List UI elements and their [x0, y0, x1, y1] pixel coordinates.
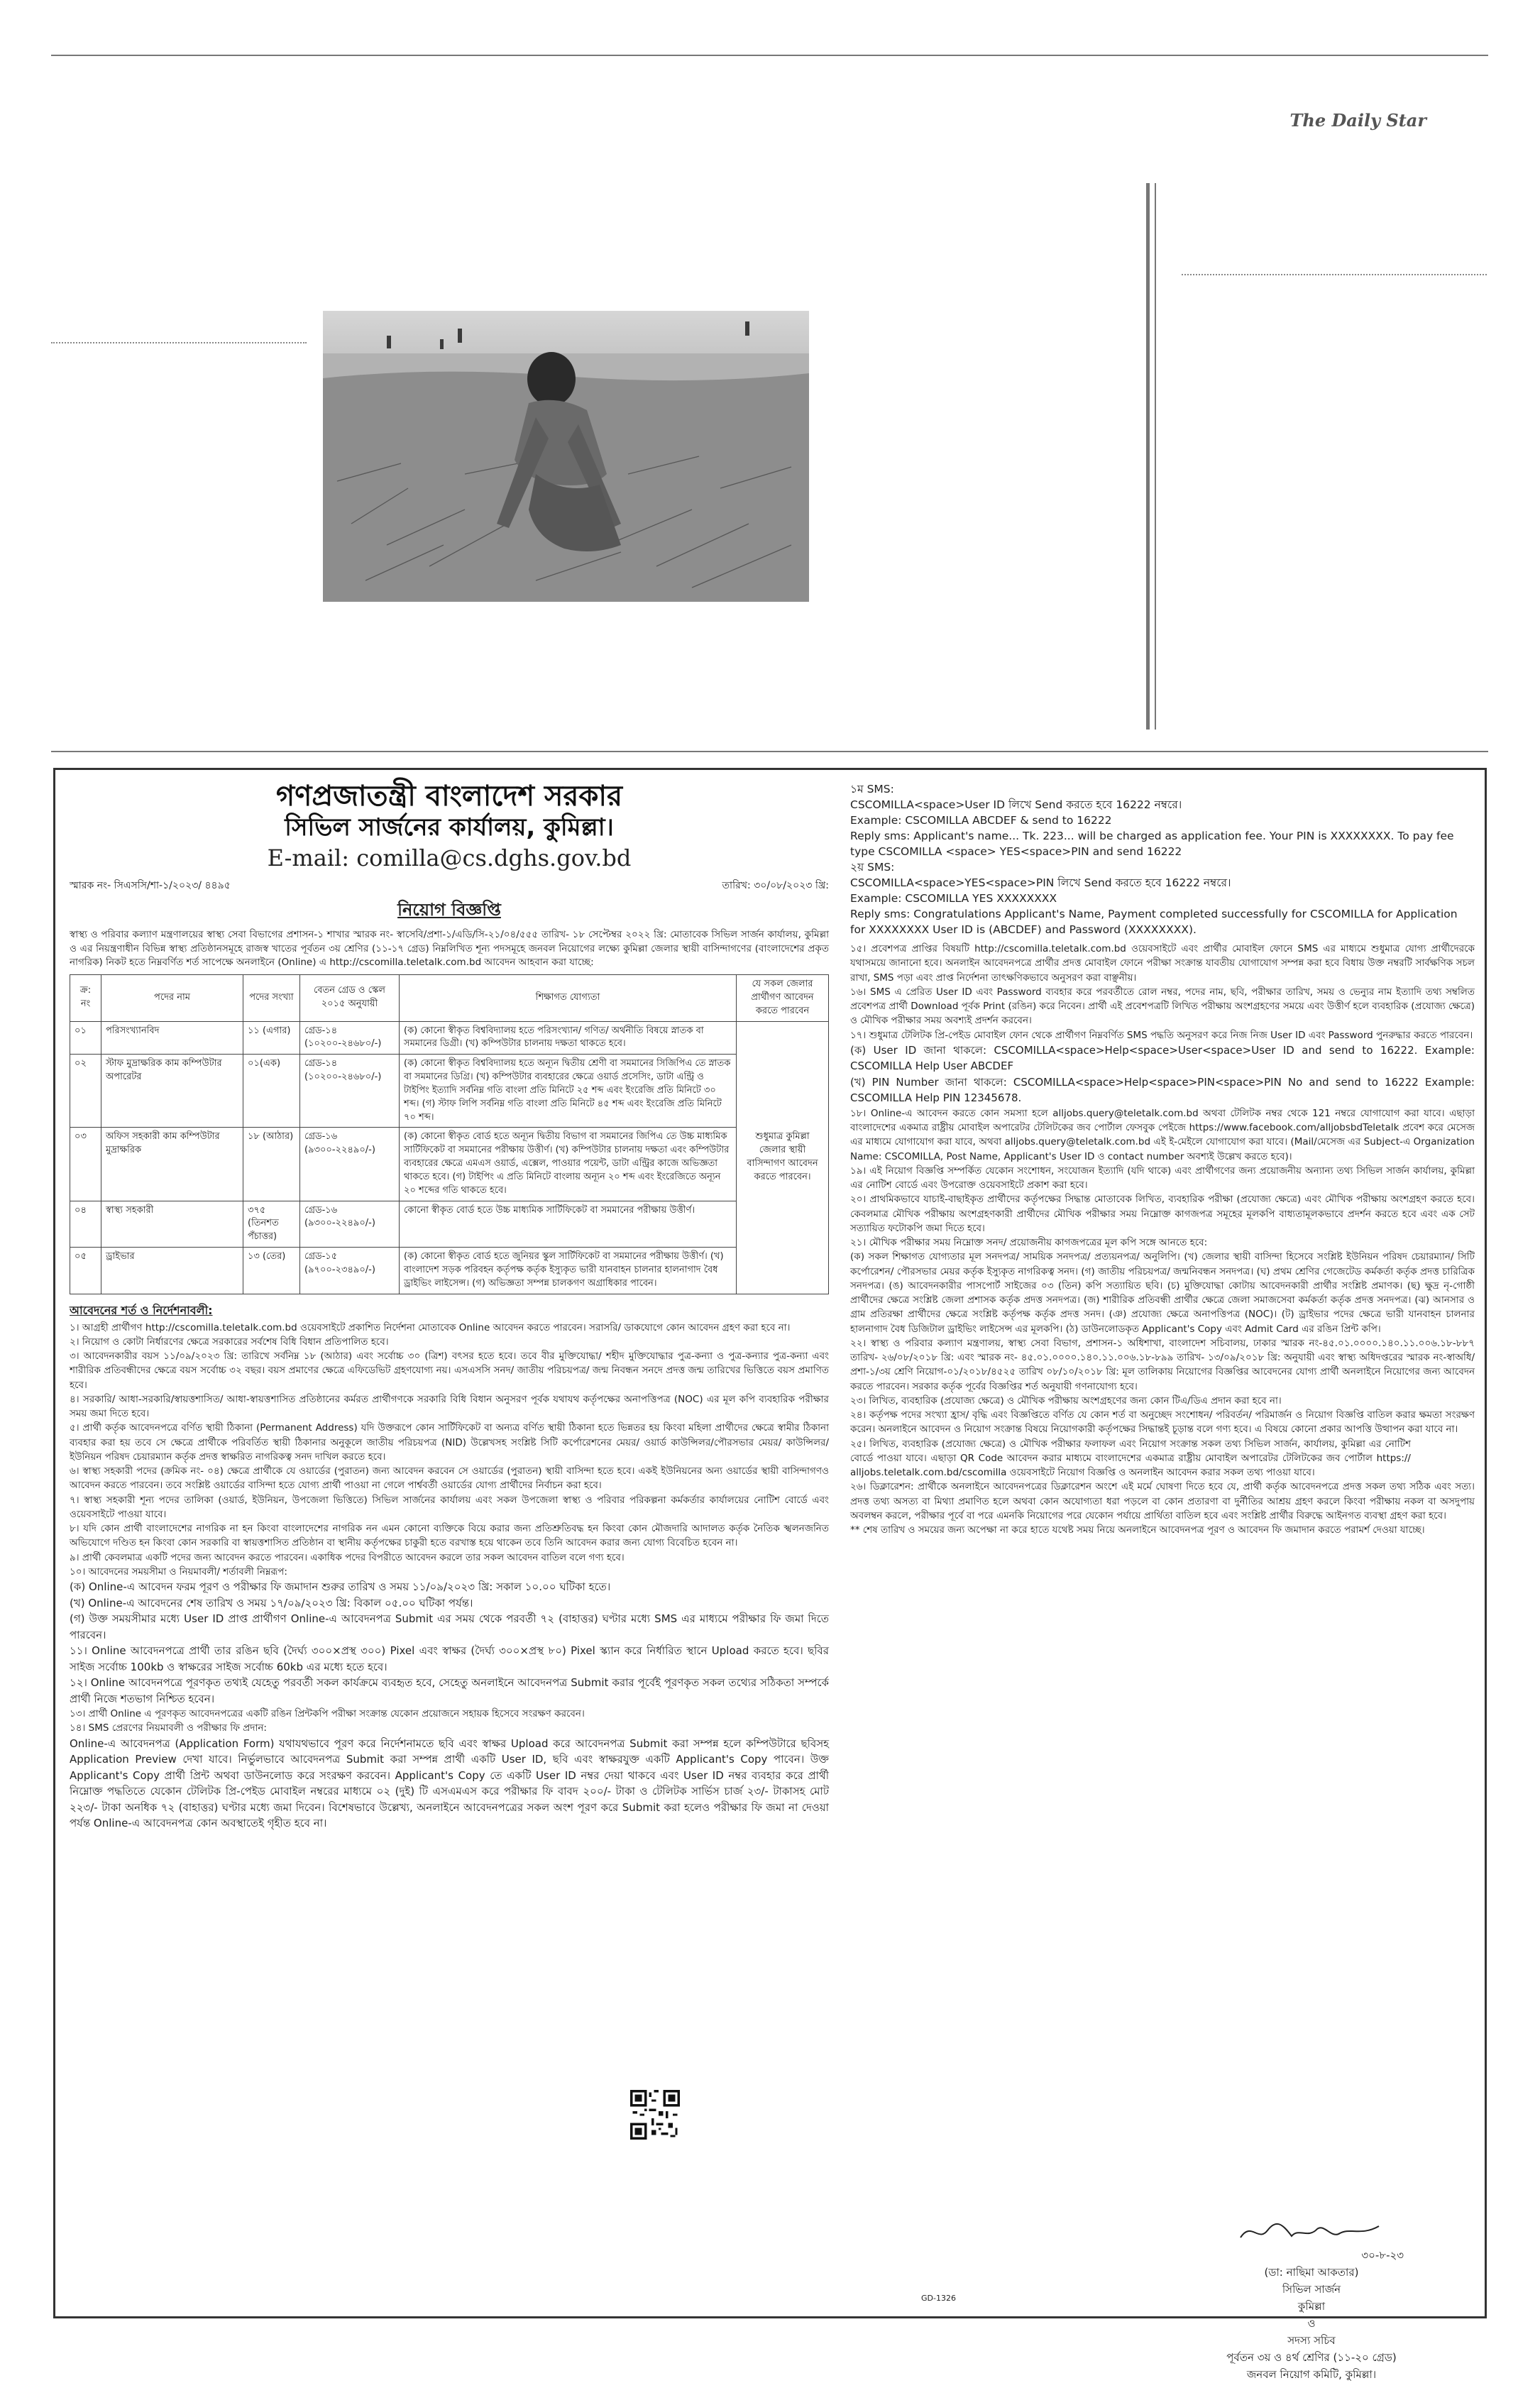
- office-email: E-mail: comilla@cs.dghs.gov.bd: [267, 844, 632, 871]
- condition-item: ৩। আবেদনকারীর বয়স ১১/০৯/২০২৩ খ্রি: তারিখে সর্বনিম্ন ১৮ (আঠার) এবং সর্বোচ্চ ৩০ (ত্রিশ) বৎসর হতে হবে। তবে বীর মুক্তিযোদ্ধা/ শহীদ মুক্তিযোদ্ধার পুত্র-কন্যা ও পুত্র-কন্যার পুত্র-কন্যা এবং শারীরিক প্রতিবন্ধীদের ক্ষেত্রে বয়স সর্বোচ্চ ৩২ বছর। বয়স প্রমাণের ক্ষেত্রে এফিডেভিট গ্রহণযোগ্য নয়। এসএসসি সনদ/ জাতীয় পরিচয়পত্র/ জন্ম নিবন্ধন সনদে প্রদত্ত জন্ম তারিখের ভিত্তিতে বয়স প্রমাণিত হবে।: [70, 1350, 829, 1391]
- post-count: ১১ (এগার): [243, 1021, 300, 1055]
- post-grade: গ্রেড-১৬ (৯৩০০-২২৪৯০/-): [300, 1128, 400, 1201]
- government-name: গণপ্রজাতন্ত্রী বাংলাদেশ সরকার: [276, 780, 622, 813]
- post-grade: গ্রেড-১৬ (৯৩০০-২২৪৯০/-): [300, 1201, 400, 1248]
- instruction-item: ২২। স্বাস্থ্য ও পরিবার কল্যাণ মন্ত্রণালয়, স্বাস্থ্য সেবা বিভাগ, প্রশাসন-১ অধিশাখা, বাংলাদেশ সচিবালয়, ঢাকার স্মারক নং-৪৫.০১.০০০০.১৪০.১১.০০৬.১৮-৮৮৭ তারিখ- ২৬/০৮/২০১৮ খ্রি: এবং স্মারক নং- ৪৫.০১.০০০০.১৪০.১১.০০৬.১৮-৮৯৯ তারিখ- ১৩/০৯/২০১৮ খ্রি: অনুযায়ী এবং স্বাস্থ্য অধিদপ্তরের স্মারক নং-স্বাঅধি/প্রশা-১/৩য় শ্রেণি নিয়োগ-০১/২০১৮/৪৫২৫ তারিখ ০৮/১০/২০১৮ খ্রি: মূল তালিকায় নিয়োগের বিজ্ঞপ্তির আবেদনের যোগ্য প্রার্থী অনলাইনে নিয়োগের জন্য আবেদন করতে পারবেন। সরকার কর্তৃক পূর্বের বিজ্ঞপ্তির শর্ত অনুযায়ী গণনাযোগ্য হবে।: [850, 1337, 1475, 1392]
- instruction-item: ২৬। ডিক্লারেশন: প্রার্থীকে অনলাইনে আবেদনপত্রের ডিক্লারেশন অংশে এই মর্মে ঘোষণা দিতে হবে যে, প্রার্থী কর্তৃক আবেদনপত্রে প্রদত্ত সকল তথ্য সঠিক এবং সত্য। প্রদত্ত তথ্য অসত্য বা মিথ্যা প্রমাণিত হলে অথবা কোন অযোগ্যতা ধরা পড়লে বা কোন প্রতারণা বা দুর্নীতির আশ্রয় গ্রহণ করলে কিংবা পরীক্ষায় নকল বা অসদুপায় অবলম্বন করলে, পরীক্ষার পূর্বে বা পরে এমনকি নিয়োগের পরে যেকোন পর্যায়ে প্রার্থিতা বাতিল হবে এবং সংশ্লিষ্ট প্রার্থীর বিরুদ্ধে আইনগত ব্যবস্থা গ্রহণ করা হবে।: [850, 1481, 1475, 1521]
- post-name: ড্রাইভার: [101, 1248, 243, 1294]
- instruction-item: ১৮। Online-এ আবেদন করতে কোন সমস্যা হলে alljobs.query@teletalk.com.bd অথবা টেলিটক নম্বর থেকে 121 নম্বরে যোগাযোগ করা যাবে। এছাড়া বাংলাদেশের একমাত্র রাষ্ট্রীয় মোবাইল অপারেটর টেলিটকের জব পোর্টাল ফেসবুক পেইজে https://www.facebook.com/alljobsbdTeletalk প্রবেশ করে মেসেজ এর মাধ্যমে যোগাযোগ করা যাবে, অথবা alljobs.query@teletalk.com.bd এই ই-মেইলে যোগাযোগ করা যাবে। (Mail/মেসেজ এর Subject-এ Organization Name: CSCOMILLA, Post Name, Applicant's User ID ও contact number অবশ্যই উল্লেখ করতে হবে)।: [850, 1107, 1475, 1162]
- condition-item: ১৩। প্রার্থী Online এ পূরণকৃত আবেদনপত্রের একটি রঙিন প্রিন্টকপি পরীক্ষা সংক্রান্ত যেকোন প্রয়োজনে সহায়ক হিসেবে সংরক্ষণ করবেন।: [70, 1708, 585, 1720]
- signature-conjunction: ও: [1307, 2317, 1316, 2330]
- post-qualification: (ক) কোনো স্বীকৃত বিশ্ববিদ্যালয় হতে অন্যূন দ্বিতীয় শ্রেণী বা সমমানের সিজিপিএ তে স্নাতক বা সমমানের ডিগ্রি। (খ) কম্পিউটার ব্যবহারের ক্ষেত্রে ওয়ার্ড প্রসেসিং, ডাটা এন্ট্রি ও টাইপিং ইত্যাদি সর্বনিম্ন গতি বাংলা প্রতি মিনিটে ২৫ শব্দ এবং ইংরেজি প্রতি মিনিটে ৩০ শব্দ। (গ) স্টাফ লিপি সর্বনিম্ন গতি বাংলা প্রতি মিনিটে ৪৫ শব্দ এবং ইংরেজি প্রতি মিনিটে ৭০ শব্দ।: [400, 1055, 737, 1128]
- sms-second-format: CSCOMILLA<space>YES<space>PIN লিখে Send করতে হবে 16222 নম্বরে।: [850, 876, 1231, 889]
- post-name: স্বাস্থ্য সহকারী: [101, 1201, 243, 1248]
- post-qualification: (ক) কোনো স্বীকৃত বোর্ড হতে অন্যূন দ্বিতীয় বিভাগ বা সমমানের জিপিএ তে উচ্চ মাধ্যমিক সার্টিফিকেট বা সমমানের পরীক্ষায় উত্তীর্ণ। (খ) কম্পিউটার চালনায় দক্ষতা এবং কম্পিউটার ব্যবহারের ক্ষেত্রে এমএস ওয়ার্ড, এক্সেল, পাওয়ার পয়েন্ট, ডাটা এন্ট্রির কাজে অভিজ্ঞতা থাকতে হবে। (গ) টাইপিং এ প্রতি মিনিটে বাংলায় অন্যূন ২০ শব্দ এবং ইংরেজিতে অন্যূন ২০ শব্দের গতি থাকতে হবে।: [400, 1128, 737, 1201]
- notice-intro: স্বাস্থ্য ও পরিবার কল্যাণ মন্ত্রণালয়ের স্বাস্থ্য সেবা বিভাগের প্রশাসন-১ শাখার স্মারক নং- স্বাসেবি/প্রশা-১/এডি/সি-২১/০৪/৫৫৫ তারিখ- ১৮ সেপ্টেম্বর ২০২২ খ্রি: মোতাবেক সিভিল সার্জন কার্যালয়, কুমিল্লা ও এর নিয়ন্ত্রণাধীন বিভিন্ন স্বাস্থ্য প্রতিষ্ঠানসমূহে রাজস্ব খাতের পূর্বতন ৩য় শ্রেণির (১১-১৭ গ্রেড) নিম্নলিখিত শূন্য পদসমূহে জনবল নিয়োগের লক্ষ্যে কুমিল্লা জেলার স্থায়ী বাসিন্দাগণের (বাংলাদেশের প্রকৃত নাগরিক) নিকট হতে নিম্নবর্ণিত শর্ত সাপেক্ষে অনলাইনে (Online) এ http://cscomilla.teletalk.com.bd আবেদন আহবান করা যাচ্ছে:: [70, 929, 829, 969]
- condition-item: ৪। সরকারি/ আধা-সরকারি/স্বায়ত্তশাসিত/ আধা-স্বায়ত্তশাসিত প্রতিষ্ঠানের কর্মরত প্রার্থীগণকে সরকারি বিধি বিধান অনুসরণ পূর্বক যথাযথ কর্তৃপক্ষের অনাপত্তিপত্র (NOC) এর মূল কপি ব্যবহারিক পরীক্ষার সময় জমা দিতে হবে।: [70, 1393, 829, 1420]
- table-row: [70, 1055, 829, 1128]
- condition-item: (গ) উক্ত সময়সীমার মধ্যে User ID প্রাপ্ত প্রার্থীগণ Online-এ আবেদনপত্র Submit এর সময় থেকে পরবর্তী ৭২ (বাহাত্তর) ঘণ্টার মধ্যে SMS এর মাধ্যমে পরীক্ষার ফি জমা দিতে পারবেন।: [70, 1612, 829, 1641]
- table-row: [70, 1201, 829, 1248]
- right-paragraphs: [850, 942, 1475, 1537]
- post-no: ০৩: [70, 1128, 101, 1201]
- sms-second-reply: Reply sms: Congratulations Applicant's Name, Payment completed successfully for CSCOMILLA for Application for XXXXXXXX User ID is (ABCDEF) and Password (XXXXXXXX).: [850, 908, 1458, 936]
- instruction-item: (ক) সকল শিক্ষাগত যোগ্যতার মূল সনদপত্র/ সাময়িক সনদপত্র/ প্রত্যয়নপত্র/ অনুলিপি। (খ) জেলার স্থায়ী বাসিন্দা হিসেবে সংশ্লিষ্ট ইউনিয়ন পরিষদ চেয়ারম্যান/ সিটি কর্পোরেশন/ পৌরসভার মেয়র কর্তৃক ইস্যুকৃত নাগরিকত্ব সনদ। (গ) জাতীয় পরিচয়পত্র/ জন্মনিবন্ধন সনদপত্র। (ঘ) প্রথম শ্রেণির গেজেটেড কর্মকর্তা কর্তৃক প্রদত্ত চারিত্রিক সনদপত্র। (ঙ) আবেদনকারীর পাসপোর্ট সাইজের ০৩ (তিন) কপি সত্যায়িত ছবি। (চ) মুক্তিযোদ্ধা কোটায় আবেদনকারী প্রার্থীর সংশ্লিষ্ট প্রমাণক। (ছ) ক্ষুদ্র নৃ-গোষ্ঠী প্রার্থীদের ক্ষেত্রে সংশ্লিষ্ট জেলা প্রশাসক কর্তৃক প্রদত্ত সনদপত্র। (জ) শারীরিক প্রতিবন্ধী প্রার্থীর ক্ষেত্রে জেলা সমাজসেবা কর্মকর্তা কর্তৃক প্রদত্ত সনদপত্র। (ঝ) আনসার ও গ্রাম প্রতিরক্ষা প্রার্থীদের ক্ষেত্রে সংশ্লিষ্ট কর্তৃপক্ষ কর্তৃক প্রদত্ত সনদ। (ঞ) প্রযোজ্য ক্ষেত্রে অনাপত্তিপত্র (NOC)। (ট) ড্রাইভার পদের ক্ষেত্রে ভারী যানবাহন চালনার হালনাগাদ বৈধ ডিজিটাল ড্রাইভিং লাইসেন্স এর মূলকপি। (ঠ) ডাউনলোডকৃত Applicant's Copy এবং Admit Card এর রঙিন প্রিন্ট কপি।: [850, 1251, 1475, 1335]
- post-name: পরিসংখ্যানবিদ: [101, 1021, 243, 1055]
- post-no: ০৪: [70, 1201, 101, 1248]
- notice-left-column: [70, 781, 829, 1832]
- table-header: যে সকল জেলার প্রার্থীগণ আবেদন করতে পারবেন: [737, 974, 829, 1021]
- signatory-role: সদস্য সচিব: [1287, 2334, 1336, 2347]
- condition-item: Online-এ আবেদনপত্র (Application Form) যথাযথভাবে পূরণ করে নির্দেশনামতে ছবি এবং স্বাক্ষর Upload করে আবেদনপত্র Submit করা সম্পন্ন হলে কম্পিউটারে ছবিসহ Application Preview দেখা যাবে। নির্ভুলভাবে আবেদনপত্র Submit করা সম্পন্ন প্রার্থী একটি User ID, ছবি এবং স্বাক্ষরযুক্ত একটি Applicant's Copy পাবেন। উক্ত Applicant's Copy প্রার্থী প্রিন্ট অথবা ডাউনলোড করে সংরক্ষণ করবেন। Applicant's Copy তে একটি User ID নম্বর দেয়া থাকবে এবং User ID নম্বর ব্যবহার করে প্রার্থী নিম্নোক্ত পদ্ধতিতে যেকোন টেলিটক প্রি-পেইড মোবাইল নম্বরের মাধ্যমে ০২ (দুই) টি এসএমএস করে পরীক্ষার ফি বাবদ ২০০/- টাকা ও টেলিটক সার্ভিস চার্জ ২৩/- টাকাসহ মোট ২২৩/- টাকা অনধিক ৭২ (বাহাত্তর) ঘণ্টার মধ্যে জমা দিবেন। বিশেষভাবে উল্লেখ্য, অনলাইনে আবেদনপত্রের সকল অংশ পূরণ করে Submit করা হলেও পরীক্ষার ফি জমা না দেওয়া পর্যন্ত Online-এ আবেদনপত্র কোন অবস্থাতেই গৃহীত হবে না।: [70, 1737, 829, 1830]
- condition-item: ৮। যদি কোন প্রার্থী বাংলাদেশের নাগরিক না হন কিংবা বাংলাদেশের নাগরিক নন এমন কোনো ব্যক্তিকে বিয়ে করার জন্য প্রতিশ্রুতিবদ্ধ হন কিংবা কোন মৌজদারি আদালত কর্তৃক নৈতিক স্খলনজনিত অভিযোগে দণ্ডিত হন কিংবা কোন সরকারি বা স্বায়ত্তশাসিত প্রতিষ্ঠান বা স্থানীয় কর্তৃপক্ষের চাকুরী হতে বরখাস্ত হয়ে থাকেন তবে তিনি আবেদন করার জন্য যোগ্য বিবেচিত হবেন না।: [70, 1523, 829, 1549]
- instruction-item: ** শেষ তারিখ ও সময়ের জন্য অপেক্ষা না করে হাতে যথেষ্ট সময় নিয়ে অনলাইনে আবেদনপত্র পূরণ ও আবেদন ফি জমাদান করতে পরামর্শ দেওয়া যাচ্ছে।: [850, 1524, 1425, 1536]
- condition-item: (খ) Online-এ আবেদনের শেষ তারিখ ও সময় ১৭/০৯/২০২৩ খ্রি: বিকাল ০৫.০০ ঘটিকা পর্যন্ত।: [70, 1596, 473, 1609]
- column-divider-line: [1155, 183, 1156, 730]
- table-header: পদের সংখ্যা: [243, 974, 300, 1021]
- instruction-item: ২৪। কর্তৃপক্ষ পদের সংখ্যা হ্রাস/ বৃদ্ধি এবং বিজ্ঞপ্তিতে বর্ণিত যে কোন শর্ত বা অনুচ্ছেদ সংশোধন/ পরিবর্তন/ পরিমার্জন ও নিয়োগ বিজ্ঞপ্তি বাতিল করার ক্ষমতা সংরক্ষণ করেন। অনলাইনে আবেদন ও নিয়োগ সংক্রান্ত বিষয়ে নিয়োগকারী কর্তৃপক্ষের সিদ্ধান্তই চূড়ান্ত বলে গণ্য হবে। এ বিষয়ে কোনো প্রকার আপত্তি উত্থাপন করা যাবে না।: [850, 1409, 1475, 1436]
- instruction-item: (ক) User ID জানা থাকলে: CSCOMILLA<space>Help<space>User<space>User ID and send to 16222. Example: CSCOMILLA Help User ABCDEF: [850, 1043, 1475, 1073]
- post-no: ০১: [70, 1021, 101, 1055]
- instruction-item: (খ) PIN Number জানা থাকলে: CSCOMILLA<space>Help<space>PIN<space>PIN No and send to 16222 Example: CSCOMILLA Help PIN 12345678.: [850, 1075, 1475, 1105]
- instruction-item: ২১। মৌখিক পরীক্ষার সময় নিম্নোক্ত সনদ/ প্রয়োজনীয় কাগজপত্রের মূল কপি সঙ্গে আনতে হবে:: [850, 1237, 1208, 1248]
- signature-block: [1219, 2218, 1404, 2383]
- instruction-item: ২০। প্রাথমিকভাবে যাচাই-বাছাইকৃত প্রার্থীদের কর্তৃপক্ষের সিদ্ধান্ত মোতাবেক লিখিত, ব্যবহারিক পরীক্ষা (প্রযোজ্য ক্ষেত্রে) এবং মৌখিক পরীক্ষায় অংশগ্রহণ করতে হবে। কেবলমাত্র মৌখিক পরীক্ষায় অংশগ্রহণকারী প্রার্থীদের মৌখিক পরীক্ষার সময় নিম্নোক্ত কাগজপত্র সমূহের মূলকপি বাধ্যতামূলকভাবে প্রদর্শন করতে হবে এবং এক সেট সত্যায়িত ফটোকপি জমা দিতে হবে।: [850, 1194, 1475, 1234]
- table-header-row: [70, 974, 829, 1021]
- sms-first-reply: Reply sms: Applicant's name... Tk. 223... will be charged as application fee. Your PIN is XXXXXXXX. To pay fee type CSCOMILLA <space> YES<space>PIN and send 16222: [850, 830, 1454, 858]
- condition-item: ১১। Online আবেদনপত্রে প্রার্থী তার রঙিন ছবি (দৈর্ঘ্য ৩০০×প্রস্থ ৩০০) Pixel এবং স্বাক্ষর (দৈর্ঘ্য ৩০০×প্রস্থ ৮০) Pixel স্ক্যান করে নির্ধারিত স্থানে Upload করতে হবে। ছবির সাইজ সর্বোচ্চ 100kb ও স্বাক্ষরের সাইজ সর্বোচ্চ 60kb এর মধ্যে হতে হবে।: [70, 1644, 829, 1673]
- vacancy-table: [70, 974, 829, 1294]
- conditions-list: [70, 1321, 829, 1832]
- signatory-name: (ডা: নাছিমা আকতার): [1264, 2266, 1359, 2279]
- post-qualification: কোনো স্বীকৃত বোর্ড হতে উচ্চ মাধ্যমিক সার্টিফিকেট বা সমমানের পরীক্ষায় উত্তীর্ণ।: [400, 1201, 737, 1248]
- left-column-rule: [51, 342, 307, 343]
- post-grade: গ্রেড-১৪ (১০২০০-২৪৬৮০/-): [300, 1055, 400, 1128]
- handwritten-signature: [1233, 2218, 1390, 2246]
- instruction-item: ১৯। এই নিয়োগ বিজ্ঞপ্তি সম্পর্কিত যেকোন সংশোধন, সংযোজন ইত্যাদি (যদি থাকে) এবং প্রার্থীগণের জন্য প্রয়োজনীয় অন্যান্য তথ্য সিভিল সার্জন কার্যালয়, কুমিল্লা এর নোটিশ বোর্ডে এবং উপরোক্ত ওয়েবসাইটে প্রকাশ করা হবে।: [850, 1165, 1475, 1191]
- memo-line: [70, 877, 829, 894]
- sms-first-format: CSCOMILLA<space>User ID লিখে Send করতে হবে 16222 নম্বরে।: [850, 798, 1182, 811]
- instruction-item: ২৩। লিখিত, ব্যবহারিক (প্রযোজ্য ক্ষেত্রে) ও মৌখিক পরীক্ষায় অংশগ্রহণের জন্য কোন টিএ/ডিএ প্রদান করা হবে না।: [850, 1394, 1282, 1407]
- post-qualification: (ক) কোনো স্বীকৃত বোর্ড হতে জুনিয়র স্কুল সার্টিফিকেট বা সমমানের পরীক্ষায় উত্তীর্ণ। (খ) বাংলাদেশ সড়ক পরিবহন কর্তৃপক্ষ কর্তৃক ইস্যুকৃত ভারী যানবাহন চালনার হালনাগাদ বৈধ ড্রাইভিং লাইসেন্স। (গ) অভিজ্ঞতা সম্পন্ন চালকগণ অগ্রাধিকার পাবেন।: [400, 1248, 737, 1294]
- post-count: ১৮ (আঠার): [243, 1128, 300, 1201]
- instruction-item: ১৬। SMS এ প্রেরিত User ID এবং Password ব্যবহার করে পরবর্তীতে রোল নম্বর, পদের নাম, ছবি, পরীক্ষার তারিখ, সময় ও ভেন্যুর নাম ইত্যাদি তথ্য সম্বলিত প্রবেশপত্র প্রার্থী Download পূর্বক Print (রঙিন) করে নিবেন। প্রার্থী এই প্রবেশপত্রটি লিখিত পরীক্ষায় অংশগ্রহণের সময়ে এবং উত্তীর্ণ হলে ব্যবহারিক (প্রযোজ্য ক্ষেত্রে) ও মৌখিক পরীক্ষার সময় অবশ্যই প্রদর্শন করবেন।: [850, 986, 1475, 1027]
- instruction-item: ১৭। শুধুমাত্র টেলিটক প্রি-পেইড মোবাইল ফোন থেকে প্রার্থীগণ নিম্নবর্ণিত SMS পদ্ধতি অনুসরণ করে নিজ নিজ User ID এবং Password পুনরুদ্ধার করতে পারবেন।: [850, 1029, 1473, 1041]
- committee-line-2: জনবল নিয়োগ কমিটি, কুমিল্লা।: [1246, 2368, 1377, 2381]
- instruction-item: ২৫। লিখিত, ব্যবহারিক (প্রযোজ্য ক্ষেত্রে) ও মৌখিক পরীক্ষার ফলাফল এবং নিয়োগ সংক্রান্ত সকল তথ্য সিভিল সার্জন, কার্যালয়, কুমিল্লা এর নোটিশ বোর্ডে পাওয়া যাবে। এছাড়া QR Code আবেদন করার মাধ্যমে বাংলাদেশের একমাত্র রাষ্ট্রীয় মোবাইল অপারেটর টেলিটকের জব পোর্টাল https:// alljobs.teletalk.com.bd/cscomilla ওয়েবসাইটে নিয়োগ বিজ্ঞপ্তি ও অনলাইন আবেদন করার সকল তথ্য পাওয়া যাবে।: [850, 1438, 1411, 1478]
- post-qualification: (ক) কোনো স্বীকৃত বিশ্ববিদ্যালয় হতে পরিসংখ্যান/ গণিত/ অর্থনীতি বিষয়ে স্নাতক বা সমমানের ডিগ্রী। (খ) কম্পিউটার চালনায় দক্ষতা থাকতে হবে।: [400, 1021, 737, 1055]
- post-grade: গ্রেড-১৫ (৯৭০০-২৩৪৯০/-): [300, 1248, 400, 1294]
- condition-item: ১২। Online আবেদনপত্রে পূরণকৃত তথ্যই যেহেতু পরবর্তী সকল কার্যক্রমে ব্যবহৃত হবে, সেহেতু অনলাইনে আবেদনপত্র Submit করার পূর্বেই পূরণকৃত সকল তথ্যের সঠিকতা সম্পর্কে প্রার্থী নিজে শতভাগ নিশ্চিত হবেন।: [70, 1676, 829, 1705]
- post-grade: গ্রেড-১৪ (১০২০০-২৪৬৮০/-): [300, 1021, 400, 1055]
- table-header: শিক্ষাগত যোগ্যতা: [400, 974, 737, 1021]
- condition-item: ৫। প্রার্থী কর্তৃক আবেদনপত্রে বর্ণিত স্থায়ী ঠিকানা (Permanent Address) যদি উক্তরূপে কোন সার্টিফিকেট বা অন্যত্র বর্ণিত স্থায়ী ঠিকানা হতে ভিন্নতর হয় কিংবা মহিলা প্রার্থীদের ক্ষেত্রে স্বামীর ঠিকানা ব্যবহার করা হয় তবে সে ক্ষেত্রে প্রার্থীকে পরিবর্তিত স্থায়ী ঠিকানার অনুকূলে জাতীয় পরিচয়পত্র (NID) উল্লেখসহ সংশ্লিষ্ট সিটি কর্পোরেশনের মেয়র/ ওয়ার্ড কাউন্সিলর/পৌরসভার মেয়র/ কাউন্সিলর/ ইউনিয়ন পরিষদ চেয়ারম্যান কর্তৃক প্রদত্ত স্বাক্ষরিত নাগরিকত্ব সনদ দাখিল করতে হবে।: [70, 1422, 829, 1463]
- sms-first-label: ১ম SMS:: [850, 783, 894, 796]
- page-mid-rule: [51, 751, 1488, 752]
- signatory-place: কুমিল্লা: [1297, 2300, 1326, 2313]
- table-row: [70, 1248, 829, 1294]
- condition-item: (ক) Online-এ আবেদন ফরম পূরণ ও পরীক্ষার ফি জমাদান শুরুর তারিখ ও সময় ১১/০৯/২০২৩ খ্রি: সকাল ১০.০০ ঘটিকা হতে।: [70, 1580, 611, 1594]
- signatory-title: সিভিল সার্জন: [1282, 2283, 1341, 2296]
- recruitment-notice: [53, 768, 1487, 2381]
- condition-item: ২। নিয়োগ ও কোটা নির্ধারণের ক্ষেত্রে সরকারের সর্বশেষ বিধি বিধান প্রতিপালিত হবে।: [70, 1336, 389, 1348]
- post-count: ৩৭৫ (তিনশত পঁচাত্তর): [243, 1201, 300, 1248]
- notice-header: [70, 781, 829, 870]
- news-photo: [323, 311, 809, 602]
- condition-item: ৭। স্বাস্থ্য সহকারী শূন্য পদের তালিকা (ওয়ার্ড, ইউনিয়ন, উপজেলা ভিত্তিতে) সিভিল সার্জনের কার্যালয় এবং সকল উপজেলা স্বাস্থ্য ও পরিবার পরিকল্পনা কর্মকর্তার কার্যালয়ের নোটিশ বোর্ডে এবং ওয়েবসাইটে পাওয়া যাবে।: [70, 1494, 829, 1520]
- post-no: ০২: [70, 1055, 101, 1128]
- condition-item: ১৪। SMS প্রেরণের নিয়মাবলী ও পরীক্ষার ফি প্রদান:: [70, 1722, 267, 1734]
- post-no: ০৫: [70, 1248, 101, 1294]
- signature-date: ৩০-৮-২৩: [1361, 2249, 1404, 2262]
- qr-code-icon[interactable]: [630, 2090, 680, 2140]
- office-name: সিভিল সার্জনের কার্যালয়, কুমিল্লা।: [285, 813, 614, 842]
- notice-right-column: [850, 781, 1475, 1537]
- condition-item: ১। আগ্রহী প্রার্থীগণ http://cscomilla.teletalk.com.bd ওয়েবসাইটে প্রকাশিত নির্দেশনা মোতাবেক Online আবেদন করতে পারবেন। সরাসরি/ ডাকযোগে কোন আবেদন গ্রহণ করা হবে না।: [70, 1321, 791, 1333]
- condition-item: ৯। প্রার্থী কেবলমাত্র একটি পদের জন্য আবেদন করতে পারবেন। একাধিক পদের বিপরীতে আবেদন করলে তার সকল আবেদন বাতিল বলে গণ্য হবে।: [70, 1551, 625, 1563]
- sms-second-label: ২য় SMS:: [850, 861, 895, 874]
- condition-item: ১০। আবেদনের সময়সীমা ও নিয়মাবলী/ শর্তাবলী নিম্নরূপ:: [70, 1565, 287, 1578]
- table-header: ক্র: নং: [70, 974, 101, 1021]
- right-column-rule: [1182, 274, 1487, 275]
- post-name: অফিস সহকারী কাম কম্পিউটার মুদ্রাক্ষরিক: [101, 1128, 243, 1201]
- memo-date: তারিখ: ৩০/০৮/২০২৩ খ্রি:: [722, 880, 829, 892]
- sms-second-example: Example: CSCOMILLA YES XXXXXXXX: [850, 892, 1057, 905]
- table-header: বেতন গ্রেড ও স্কেল ২০১৫ অনুযায়ী: [300, 974, 400, 1021]
- table-row: [70, 1021, 829, 1055]
- sms-instructions: [850, 781, 1475, 937]
- post-name: স্টাফ মুদ্রাক্ষরিক কাম কম্পিউটার অপারেটর: [101, 1055, 243, 1128]
- table-header: পদের নাম: [101, 974, 243, 1021]
- masthead-logo: The Daily Star: [1289, 110, 1426, 131]
- table-row: [70, 1128, 829, 1201]
- post-count: ১৩ (তের): [243, 1248, 300, 1294]
- gd-code: GD-1326: [921, 2294, 956, 2303]
- conditions-title: আবেদনের শর্ত ও নির্দেশনাবলী:: [70, 1303, 213, 1317]
- sms-first-example: Example: CSCOMILLA ABCDEF & send to 16222: [850, 814, 1112, 827]
- memo-number: স্মারক নং- সিএসসি/শা-১/২০২৩/ ৪৪৯৫: [70, 880, 231, 892]
- committee-line-1: পূর্বতন ৩য় ও ৪র্থ শ্রেণির (১১-২০ গ্রেড): [1226, 2351, 1397, 2364]
- notice-title: নিয়োগ বিজ্ঞপ্তি: [397, 900, 501, 920]
- post-count: ০১(এক): [243, 1055, 300, 1128]
- page-top-rule: [51, 55, 1488, 56]
- instruction-item: ১৫। প্রবেশপত্র প্রাপ্তির বিষয়টি http://cscomilla.teletalk.com.bd ওয়েবসাইটে এবং প্রার্থীর মোবাইল ফোনে SMS এর মাধ্যমে শুধুমাত্র যোগ্য প্রার্থীদেরকে যথাসময়ে জানানো হবে। অনলাইন আবেদনপত্রে প্রার্থীর প্রদত্ত মোবাইল ফোনে পরীক্ষা সংক্রান্ত যাবতীয় যোগাযোগ সম্পন্ন করা হবে বিধায় উক্ত নম্বরটি সার্বক্ষণিক সচল রাখা, SMS পড়া এবং প্রাপ্ত নির্দেশনা তাৎক্ষণিকভাবে অনুসরণ করা বাঞ্ছনীয়।: [850, 943, 1475, 984]
- eligible-district: শুধুমাত্র কুমিল্লা জেলার স্থায়ী বাসিন্দাগণ আবেদন করতে পারবেন।: [737, 1021, 829, 1294]
- condition-item: ৬। স্বাস্থ্য সহকারী পদের (ক্রমিক নং- ০৪) ক্ষেত্রে প্রার্থীকে যে ওয়ার্ডের (পুরাতন) জন্য আবেদন করবেন সে ওয়ার্ডের (পুরাতন) স্থায়ী বাসিন্দা হতে হবে। একই ইউনিয়নের অন্য ওয়ার্ডের স্থায়ী বাসিন্দাগণও আবেদন করতে পারবেন। তবে সংশ্লিষ্ট ওয়ার্ডের বাসিন্দা হতে যোগ্য প্রার্থী পাওয়া না গেলে পার্শ্ববর্তী ওয়ার্ডের যোগ্য প্রার্থীদের নির্বাচন করা হবে।: [70, 1465, 829, 1492]
- column-divider-bar: [1146, 183, 1150, 730]
